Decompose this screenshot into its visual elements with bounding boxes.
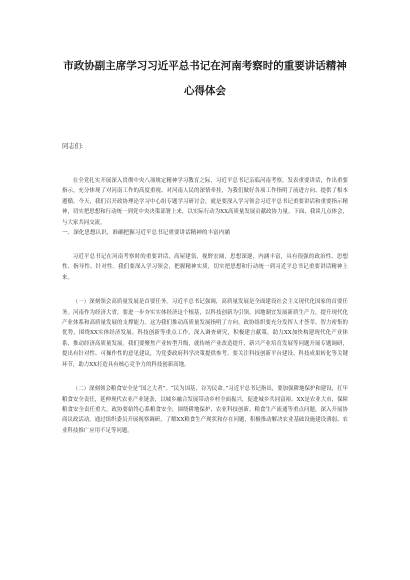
section-paragraph: 习近平总书记在河南考察时的重要讲话，高屋建瓴、视野宏阔，思想深邃、内涵丰富，具有很强的政治性、思想性、指导性、针对性。我们要深入学习领会，把握精神实质，切实把思想和行动统一到习近平总书记重要讲话精神上来。	[62, 254, 348, 281]
subsection-2-paragraph: （二）深刻领会粮食安全是“国之大者”。“民为国基，谷为民命。”习近平总书记指出，要加强耕地保护和建设，扛牢粮食安全责任，延伸现代农业产业链条，以城乡融合发展带动乡村全面振兴，促进城乡共同富裕。XX是农业大市，保障粮食安全责任重大。政协要始终心系粮食安全，围绕耕地保护、农业科技创新、粮食生产流通等重点问题，深入开展协商议政活动。通过组织委员开展视察调研，了解XX粮食生产现状和存在问题，积极推动解决农业基础设施建设薄弱、农业科技推广应用不足等问题。	[62, 386, 348, 434]
document-title-line1: 市政协副主席学习习近平总书记在河南考察时的重要讲话精神	[63, 60, 347, 72]
section-heading: 一、深化思想认识，准确把握习近平总书记重要讲话精神的丰富内涵	[62, 230, 230, 237]
subsection-1-paragraph: （一）深刻领会高质量发展是首要任务。习近平总书记强调，高质量发展是全面建设社会主义现代化国家的首要任务。河南作为经济大省，要进一步夯实实体经济这个根基，以科技创新为引领，因地制宜发展新质生产力，提升现代化产业体系和高质量发展的支撑能力。这为我们推动高质量发展指明了方向。政协组织要充分发挥人才荟萃、智力密集的优势，围绕XX实体经济发展、科技创新等重点工作，深入调查研究，积极建言献策，助力XX加快构建现代化产业体系，推动经济高质量发展。我们要聚焦产业转型升级，就传统产业改造提升、新兴产业培育发展等问题开展专题调研，提出有针对性、可操作性的意见建议，为党委政府科学决策提供参考。要关注科技创新平台建设、科技成果转化等关键环节，助力XX打造具有核心竞争力的科技创新高地。	[62, 299, 348, 368]
intro-paragraph: 在全党扎实开展深入贯彻中央八项规定精神学习教育之际，习近平总书记亲临河南考察，发表重要讲话，作出重要指示，充分体现了对河南工作的高度重视、对河南人民的深情牵挂，为我们做好各项工作指明了前进方向、提供了根本遵循。今天，我们召开政协理论学习中心组专题学习研讨会，就是要深入学习领会习近平总书记重要讲话和重要指示精神，切实把思想和行动统一到党中央决策部署上来，以实际行动为XX高质量发展贡献政协力量。下面，我谈几点体会，与大家共同交流。	[62, 178, 348, 226]
salutation: 同志们:	[62, 143, 84, 150]
document-title-line2: 心得体会	[184, 85, 226, 97]
